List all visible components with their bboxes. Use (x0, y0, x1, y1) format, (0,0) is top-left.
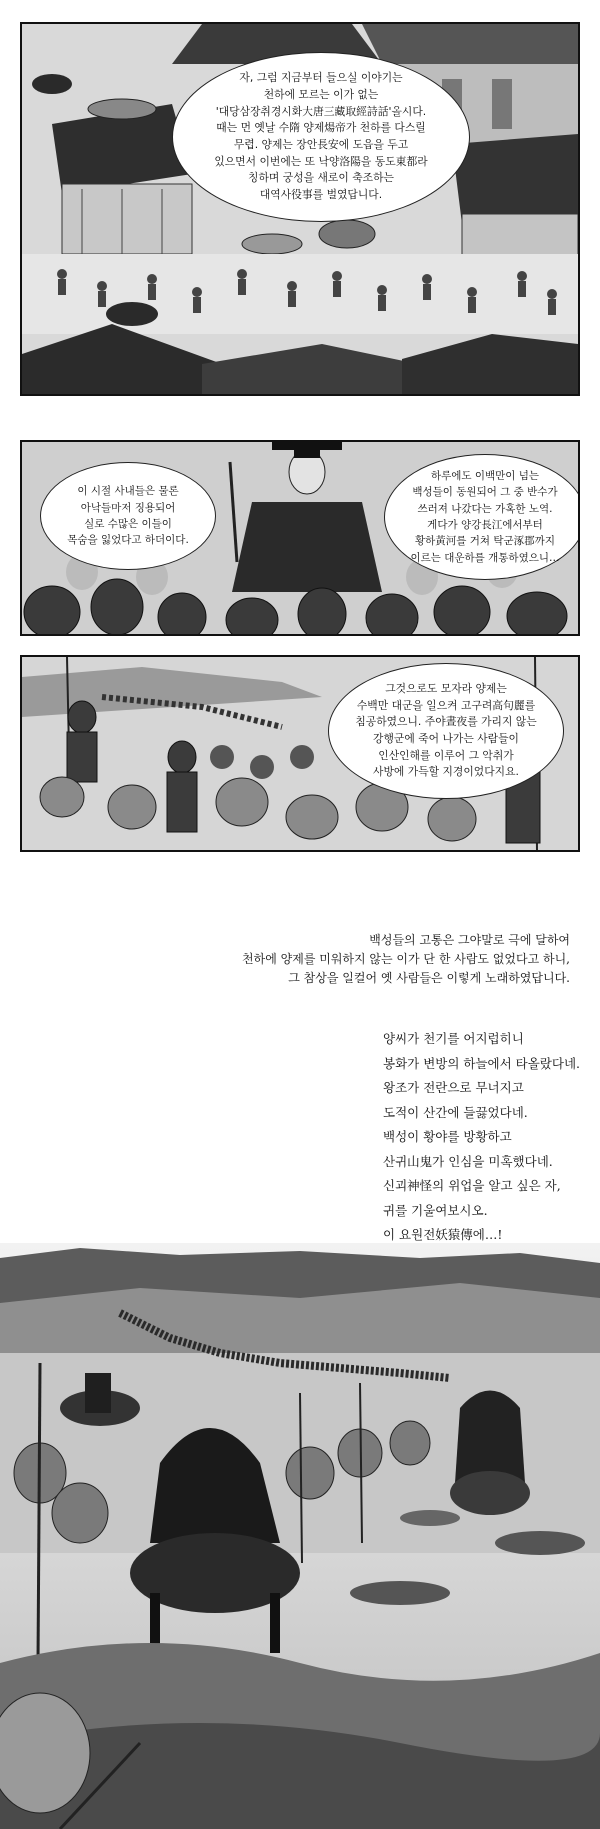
speech-bubble-right (384, 454, 580, 580)
battlefield-illustration (0, 1243, 600, 1829)
panel-market-scene (20, 22, 580, 396)
speech-text: 자, 그럼 지금부터 들으실 이야기는 천하에 모르는 이가 없는 '대당삼장취경시화大唐三藏取經詩話'올시다. 때는 먼 옛날 수隋 양제煬帝가 천하를 다스릴 무렵. 양제는 장안長安에 도읍을 두고 있으면서 이번에는 또 낙양洛陽을 동도東都라 칭하며 궁성을 새로이 축조하는 대역사役事를 벌였답니다. (214, 71, 428, 202)
panel-official-scene (20, 440, 580, 636)
panel-battlefield-scene (0, 1243, 600, 1829)
speech-text: 하루에도 이백만이 넘는 백성들이 동원되어 그 중 반수가 쓰러져 나갔다는 가혹한 노역. 게다가 양강長江에서부터 황하黃河를 거쳐 탁군涿郡까지 이르는 대운하를 개통하였으니… (410, 470, 560, 564)
poem-text: 양씨가 천기를 어지럽히니 봉화가 변방의 하늘에서 타올랐다네. 왕조가 전란으로 무너지고 도적이 산간에 들끓었다네. 백성이 황야를 방황하고 산귀山鬼가 인심을 미혹했다네. 신괴神怪의 위업을 알고 싶은 자, 귀를 기울여보시오. 이 요원전妖猿傳에…! (383, 1031, 581, 1242)
speech-bubble-narrator (328, 663, 564, 799)
speech-bubble-left (40, 462, 216, 570)
speech-bubble-narrator (172, 52, 470, 222)
speech-text: 그것으로도 모자라 양제는 수백만 대군을 일으켜 고구려高句麗를 침공하였으니. 주야晝夜를 가리지 않는 강행군에 죽어 나가는 사람들이 인산인해를 이루어 그 악취가 사방에 가득할 지경이었다지요. (355, 681, 537, 779)
narration-text: 백성들의 고통은 그야말로 극에 달하여 천하에 양제를 미워하지 않는 이가 단 한 사람도 없었다고 하니, 그 참상을 일컬어 옛 사람들은 이렇게 노래하였답니다. (242, 933, 570, 986)
speech-text: 이 시절 사내들은 물론 아낙들마저 징용되어 실로 수많은 이들이 목숨을 잃었다고 하더이다. (67, 485, 189, 547)
panel-army-scene (20, 655, 580, 852)
